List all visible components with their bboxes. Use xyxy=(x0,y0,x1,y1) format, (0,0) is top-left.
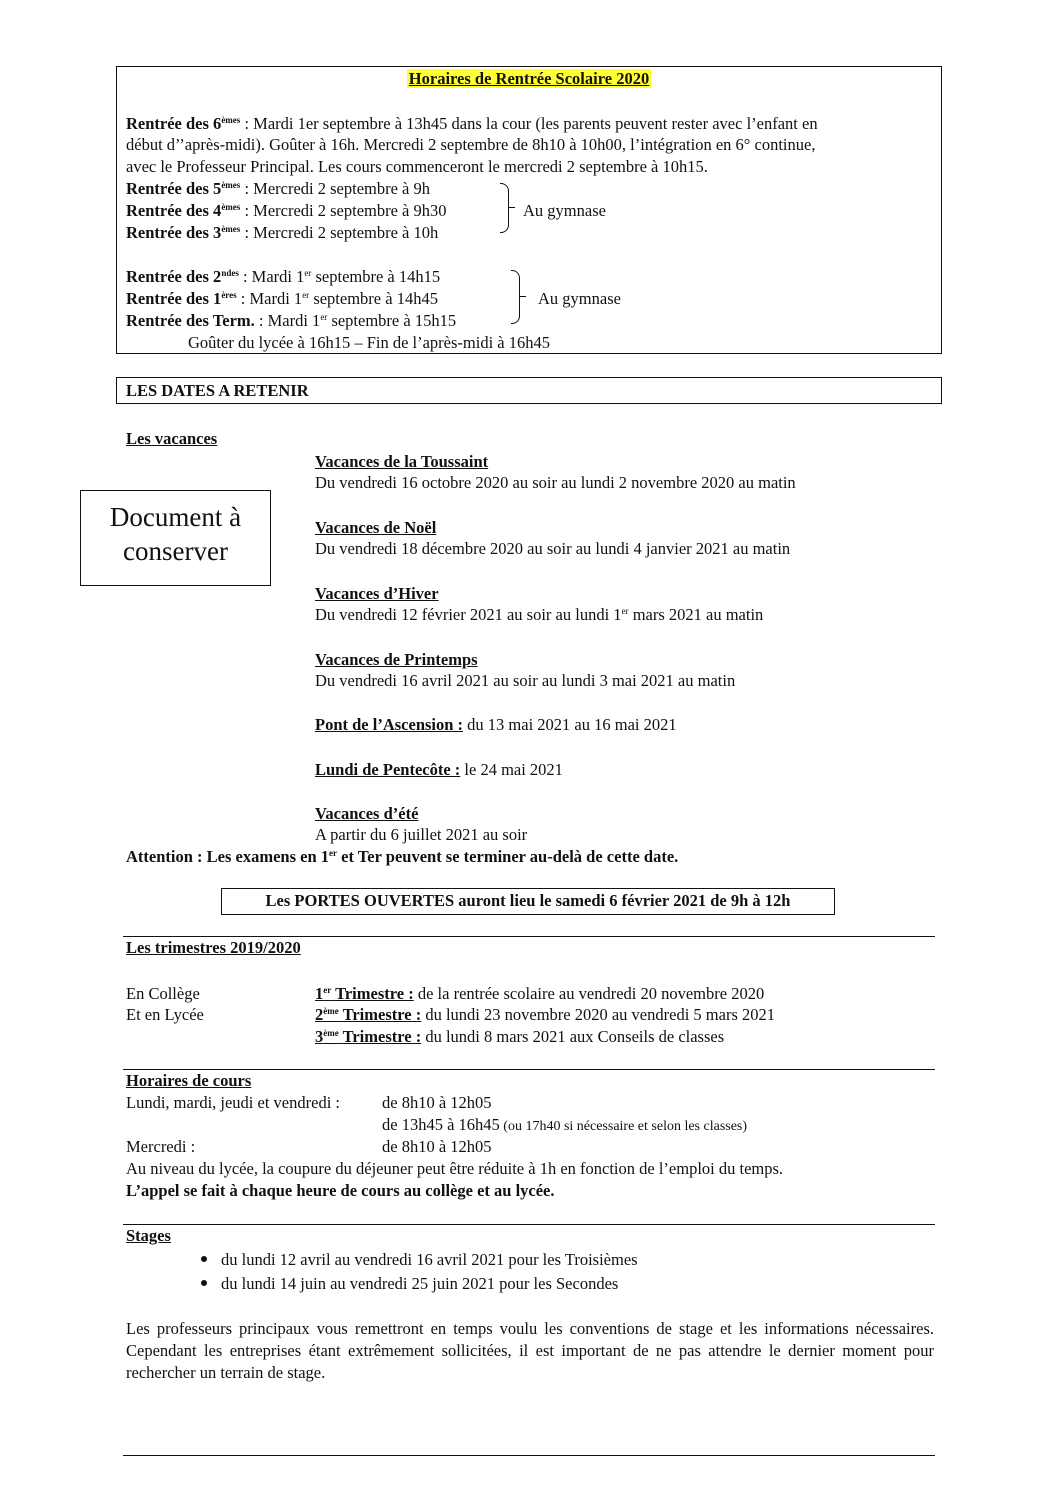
horaires-appel: L’appel se fait à chaque heure de cours au collège et au lycée. xyxy=(126,1181,555,1200)
rentree-secondes: Rentrée des $2^{ndes}$ : Mardi 1er septembre à 14h15 xyxy=(126,267,441,286)
portes-ouvertes-box: Les PORTES OUVERTES auront lieu le samedi 6 février 2021 de 9h à 12h xyxy=(221,888,835,915)
noel-text: Du vendredi 18 décembre 2020 au soir au lundi 4 janvier 2021 au matin xyxy=(315,539,791,558)
rentree-sixiemes-line2: début d’’après-midi). Goûter à 16h. Mercredi 2 septembre de 8h10 à 10h00, l’intégration en 6° continue, xyxy=(126,135,816,154)
trimestre-2: 2ème Trimestre : du lundi 23 novembre 2020 au vendredi 5 mars 2021 xyxy=(315,1005,775,1024)
horaires-note: Au niveau du lycée, la coupure du déjeuner peut être réduite à 1h en fonction de l’emploi du temps. xyxy=(126,1159,784,1178)
stages-rule xyxy=(123,1224,935,1225)
rentree-premieres: Rentrée des 1ères : Mardi 1er septembre à 14h45 xyxy=(126,289,438,308)
rentree-title: Horaires de Rentrée Scolaire 2020 xyxy=(408,69,650,88)
ete-title: Vacances d’été xyxy=(315,804,419,823)
trimestres-left1: En Collège xyxy=(126,984,200,1003)
horaires-heading: Horaires de cours xyxy=(126,1071,252,1090)
gouter-lycee: Goûter du lycée à 16h15 – Fin de l’après-midi à 16h45 xyxy=(188,333,550,352)
college-brace-tip xyxy=(509,207,515,208)
rentree-sixiemes-line3: avec le Professeur Principal. Les cours commenceront le mercredi 2 septembre à 10h15. xyxy=(126,157,708,176)
horaires-time2: de 13h45 à 16h45 (ou 17h40 si nécessaire et selon les classes) xyxy=(382,1115,748,1134)
document-a-conserver-box xyxy=(80,490,271,586)
rentree-cinquiemes: Rentrée des 5èmes : Mercredi 2 septembre à 9h xyxy=(126,179,430,198)
dates-header: LES DATES A RETENIR xyxy=(126,381,309,400)
rentree-troisiemes: Rentrée des 3èmes : Mercredi 2 septembre à 10h xyxy=(126,223,439,242)
horaires-time1: de 8h10 à 12h05 xyxy=(382,1093,492,1112)
horaires-days1: Lundi, mardi, jeudi et vendredi : xyxy=(126,1093,340,1112)
lycee-brace-tip xyxy=(520,296,526,297)
toussaint-title: Vacances de la Toussaint xyxy=(315,452,489,471)
attention-note: Attention : Les examens en 1er et Ter peuvent se terminer au-delà de cette date. xyxy=(126,847,679,866)
conserver-line1: Document à xyxy=(109,502,242,532)
trimestre-1: 1er Trimestre : de la rentrée scolaire au vendredi 20 novembre 2020 xyxy=(315,984,765,1003)
stage-bullet-2 xyxy=(201,1280,207,1286)
pentecote-line: Lundi de Pentecôte : le 24 mai 2021 xyxy=(315,760,563,779)
trimestre-3: 3ème Trimestre : du lundi 8 mars 2021 aux Conseils de classes xyxy=(315,1027,725,1046)
lycee-place: Au gymnase xyxy=(538,289,621,308)
stages-paragraph: Les professeurs principaux vous remettront en temps voulu les conventions de stage et les informations nécessaires. Cependant les entreprises étant extrêmement sollicitées, il est important de ne pas attendre le dernier moment pour rechercher un terrain de stage. xyxy=(126,1319,934,1382)
printemps-text: Du vendredi 16 avril 2021 au soir au lundi 3 mai 2021 au matin xyxy=(315,671,736,690)
college-brace xyxy=(500,183,509,233)
ete-text: A partir du 6 juillet 2021 au soir xyxy=(315,825,528,844)
ascension-line: Pont de l’Ascension : du 13 mai 2021 au 16 mai 2021 xyxy=(315,715,677,734)
printemps-title: Vacances de Printemps xyxy=(315,650,478,669)
rentree-quatriemes: Rentrée des 4èmes : Mercredi 2 septembre à 9h30 xyxy=(126,201,447,220)
trimestres-left2: Et en Lycée xyxy=(126,1005,204,1024)
horaires-days2: Mercredi : xyxy=(126,1137,196,1156)
toussaint-text: Du vendredi 16 octobre 2020 au soir au lundi 2 novembre 2020 au matin xyxy=(315,473,796,492)
hiver-title: Vacances d’Hiver xyxy=(315,584,439,603)
rentree-sixiemes-line1: Rentrée des 6èmes : Mardi 1er septembre à 13h45 dans la cour (les parents peuvent rester avec l’enfant en xyxy=(126,114,818,133)
stage-item-1: du lundi 12 avril au vendredi 16 avril 2021 pour les Troisièmes xyxy=(221,1250,638,1269)
vacances-heading: Les vacances xyxy=(126,429,218,448)
stage-bullet-1 xyxy=(201,1256,207,1262)
hiver-text: Du vendredi 12 février 2021 au soir au lundi 1er mars 2021 au matin xyxy=(315,605,764,624)
conserver-line2: conserver xyxy=(123,536,228,566)
stages-heading: Stages xyxy=(126,1226,171,1245)
horaires-time3: de 8h10 à 12h05 xyxy=(382,1137,492,1156)
rentree-terminales: Rentrée des Term. : Mardi 1er septembre à 15h15 xyxy=(126,311,457,330)
college-place: Au gymnase xyxy=(523,201,606,220)
lycee-brace xyxy=(511,270,520,324)
footer-rule xyxy=(123,1455,935,1456)
stage-item-2: du lundi 14 juin au vendredi 25 juin 2021 pour les Secondes xyxy=(221,1274,619,1293)
noel-title: Vacances de Noël xyxy=(315,518,437,537)
trimestres-heading: Les trimestres 2019/2020 xyxy=(126,938,301,957)
